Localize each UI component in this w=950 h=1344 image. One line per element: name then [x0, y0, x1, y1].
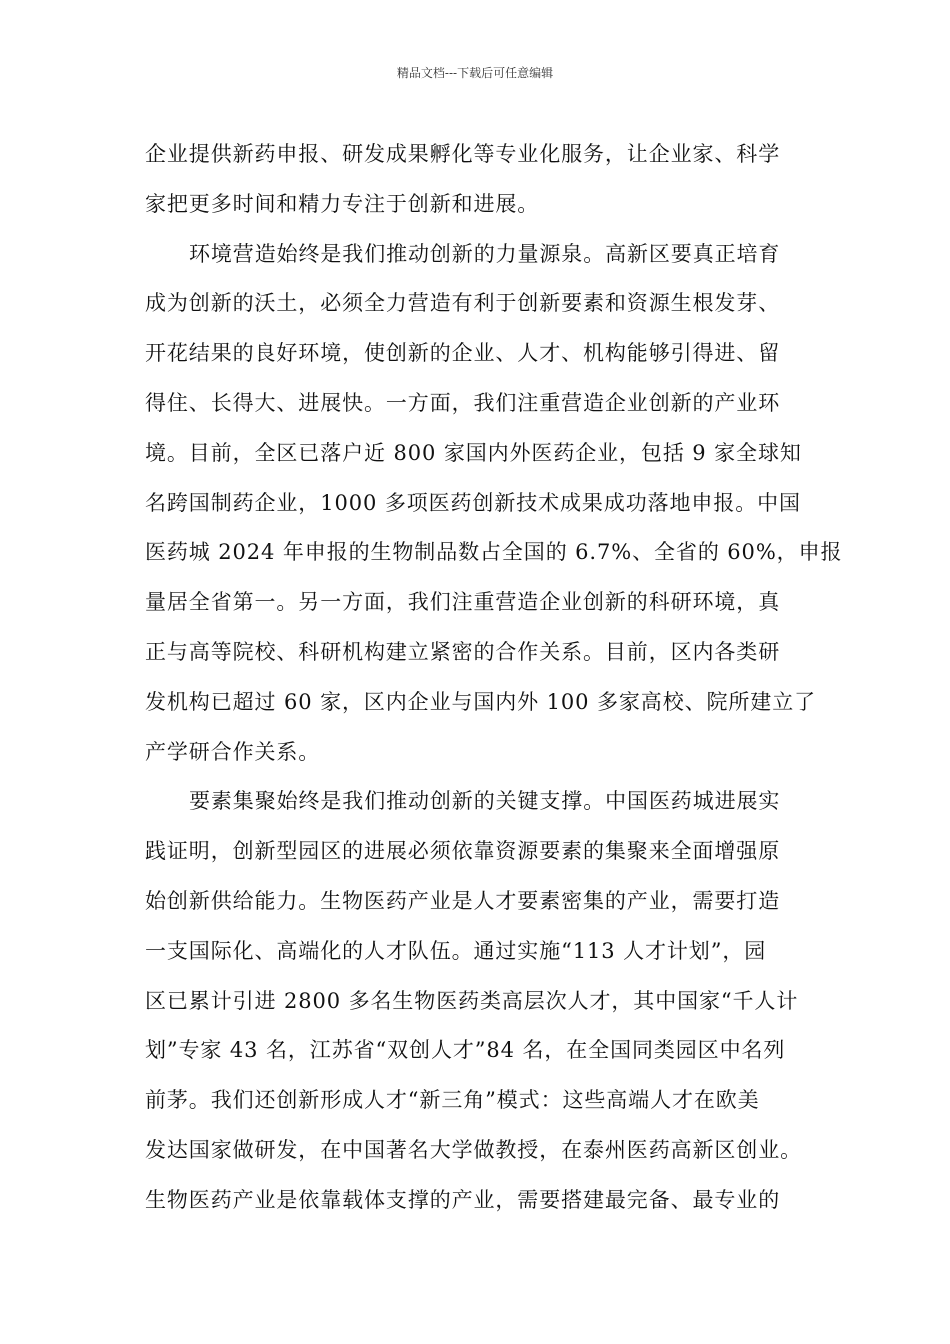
text-line: 得住、长得大、进展快。一方面，我们注重营造企业创新的产业环 [145, 390, 781, 415]
text-line: 发达国家做研发，在中国著名大学做教授，在泰州医药高新区创业。 [145, 1137, 802, 1162]
document-body [145, 130, 843, 1226]
text-line: 正与高等院校、科研机构建立紧密的合作关系。目前，区内各类研 [145, 639, 781, 664]
page-header: 精品文档---下载后可任意编辑 [396, 66, 554, 80]
text-line: 开花结果的良好环境，使创新的企业、人才、机构能够引得进、留 [145, 341, 781, 366]
text-line: 一支国际化、高端化的人才队伍。通过实施“113 人才计划”，园 [145, 938, 767, 963]
text-line: 名跨国制药企业，1000 多项医药创新技术成果成功落地申报。中国 [145, 490, 801, 515]
text-line: 发机构已超过 60 家，区内企业与国内外 100 多家高校、院所建立了 [145, 689, 817, 714]
paragraph-start-line: 环境营造始终是我们推动创新的力量源泉。高新区要真正培育 [189, 241, 781, 266]
text-line: 前茅。我们还创新形成人才“新三角”模式：这些高端人才在欧美 [145, 1088, 760, 1113]
text-line: 始创新供给能力。生物医药产业是人才要素密集的产业，需要打造 [145, 888, 781, 913]
text-line: 家把更多时间和精力专注于创新和进展。 [145, 191, 540, 216]
text-line: 企业提供新药申报、研发成果孵化等专业化服务，让企业家、科学 [145, 142, 781, 166]
text-line: 划”专家 43 名，江苏省“双创人才”84 名，在全国同类园区中名列 [145, 1038, 786, 1063]
text-line: 践证明，创新型园区的进展必须依靠资源要素的集聚来全面增强原 [145, 839, 781, 864]
text-line: 成为创新的沃土，必须全力营造有利于创新要素和资源生根发芽、 [145, 291, 781, 316]
text-line: 境。目前，全区已落户近 800 家国内外医药企业，包括 9 家全球知 [145, 440, 802, 465]
paragraph-start-line: 要素集聚始终是我们推动创新的关键支撑。中国医药城进展实 [189, 789, 781, 814]
text-line: 区已累计引进 2800 多名生物医药类高层次人才，其中国家“千人计 [145, 988, 799, 1013]
text-line: 产学研合作关系。 [145, 739, 321, 764]
text-line: 生物医药产业是依靠载体支撑的产业，需要搭建最完备、最专业的 [145, 1187, 781, 1212]
text-line: 医药城 2024 年申报的生物制品数占全国的 6.7%、全省的 60%，申报 [145, 540, 843, 565]
text-line: 量居全省第一。另一方面，我们注重营造企业创新的科研环境，真 [145, 590, 781, 615]
